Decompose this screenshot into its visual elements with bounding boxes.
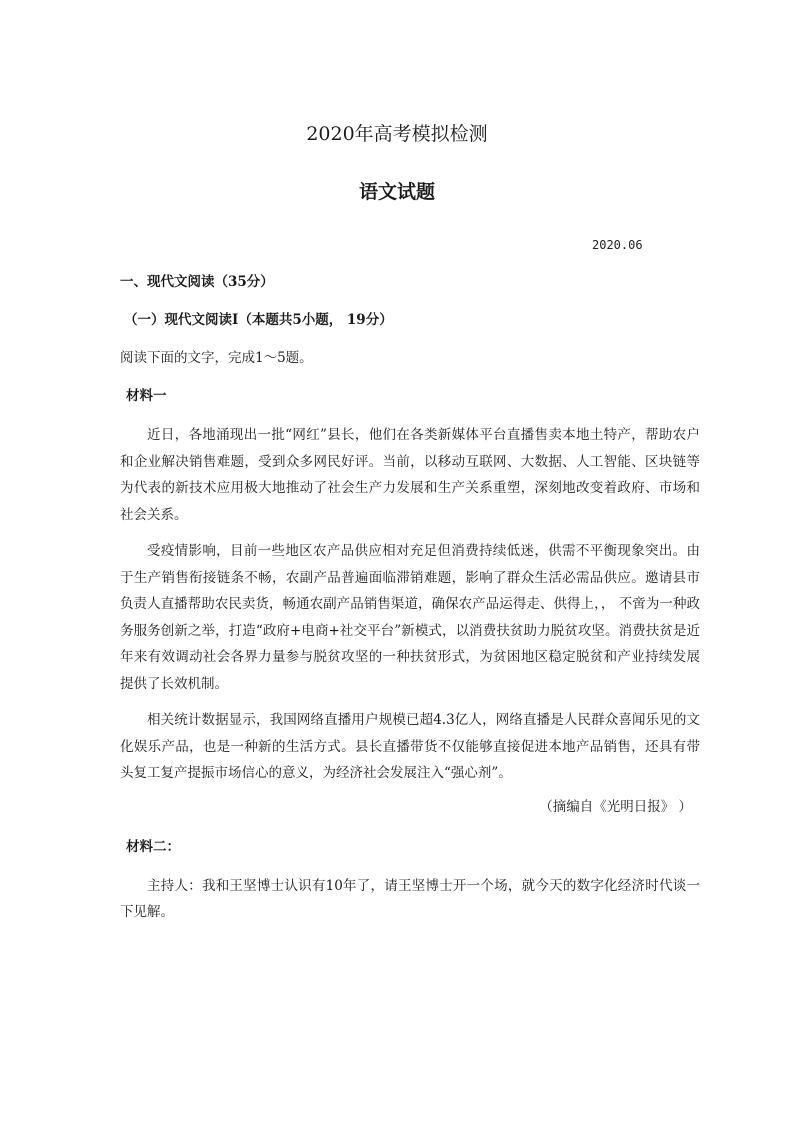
material-one-label: 材料一 [126, 388, 167, 404]
material-two-paragraph-1: 主持人：我和王坚博士认识有10年了，请王坚博士开一个场，就今天的数字化经济时代谈一下见解。 [120, 877, 700, 920]
material-one-paragraph-2: 受疫情影响，目前一些地区农产品供应相对充足但消费持续低迷，供需不平衡现象突出。由于生产销售衔接链条不畅，农副产品普遍面临滞销难题，影响了群众生活必需品供应。邀请县市负责人直播帮助农民卖货，畅通农副产品销售渠道，确保农产品运得走、供得上，， 不啻为一种政务服务创新之举，打造“政府+电商+社交平台”新模式，以消费扶贫助力脱贫攻坚。消费扶贫是近年来有效调动社会各界力量参与脱贫攻坚的一种扶贫形式，为贫困地区稳定脱贫和产业持续发展提供了长效机制。 [120, 543, 700, 692]
exam-content [120, 272, 700, 936]
exam-subtitle: 语文试题 [358, 181, 435, 203]
material-two-label: 材料二： [126, 838, 180, 855]
section-subheading: （一）现代文阅读Ⅰ（本题共5小题， 19分） [124, 312, 393, 328]
material-one-paragraph-1: 近日，各地涌现出一批“网红”县长，他们在各类新媒体平台直播售卖本地土特产，帮助农户和企业解决销售难题，受到众多网民好评。当前，以移动互联网、大数据、人工智能、区块链等为代表的新技术应用极大地推动了社会生产力发展和生产关系重塑，深刻地改变着政府、市场和社会关系。 [120, 427, 700, 523]
material-one-paragraph-3: 相关统计数据显示，我国网络直播用户规模已超4.3亿人，网络直播是人民群众喜闻乐见的文化娱乐产品，也是一种新的生活方式。县长直播带货不仅能够直接促进本地产品销售，还具有带头复工复产提振市场信心的意义，为经济社会发展注入“强心剂”。 [120, 712, 700, 781]
section-heading: 一、现代文阅读（35分） [120, 274, 274, 290]
exam-date: 2020.06 [592, 238, 643, 252]
material-one-source: （摘编自《光明日报》 ） [539, 798, 692, 815]
reading-instruction: 阅读下面的文字，完成1～5题。 [120, 350, 313, 366]
exam-title: 2020年高考模拟检测 [306, 123, 488, 145]
